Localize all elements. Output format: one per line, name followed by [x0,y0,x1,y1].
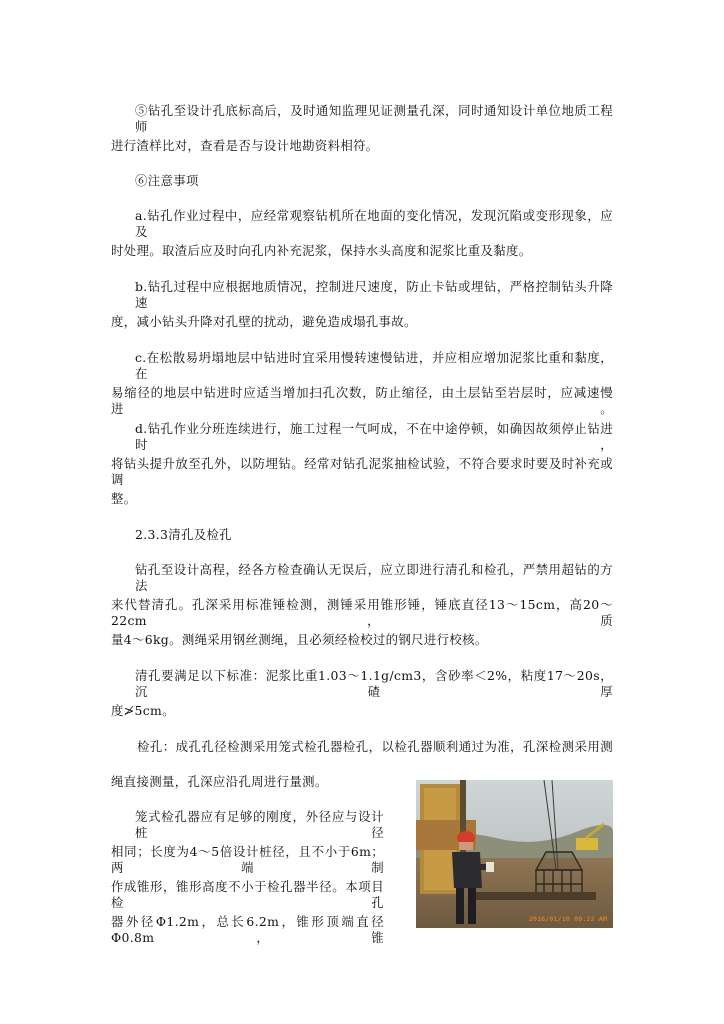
paragraph-line: 绳直接测量，孔深应沿孔周进行量测。 [111,774,328,789]
paragraph-line: 易缩径的地层中钻进时应适当增加扫孔次数，防止缩径，由土层钻至岩层时，应减速慢进。 [111,385,613,416]
paragraph-line: 量4～6kg。测绳采用钢丝测绳，且必须经检校过的钢尺进行校核。 [111,632,488,647]
paragraph-line: d.钻孔作业分班连续进行，施工过程一气呵成，不在中途停顿，如确因故须停止钻进时， [135,421,613,452]
paragraph-line: 钻孔至设计高程，经各方检查确认无误后，应立即进行清孔和检孔，严禁用超钻的方法 [135,562,613,593]
paragraph-line: b.钻孔过程中应根据地质情况，控制进尺速度，防止卡钻或埋钻，严格控制钻头升降速 [135,279,613,310]
photo-timestamp: 2016/01/10 09:22 AM [528,915,607,923]
paragraph-line: 器外径Φ1.2m，总长6.2m，锥形顶端直径Φ0.8m，锥 [111,914,384,945]
paragraph-line: 进行渣样比对，查看是否与设计地勘资料相符。 [111,138,379,153]
paragraph-line: 度，减小钻头升降对孔壁的扰动，避免造成塌孔事故。 [111,314,417,329]
paragraph-line: 时处理。取渣后应及时向孔内补充泥浆，保持水头高度和泥浆比重及黏度。 [111,243,532,258]
paragraph-line: 清孔要满足以下标准：泥浆比重1.03～1.1g/cm3，含砂率＜2%，粘度17～20s，沉碴厚 [135,668,613,699]
paragraph-line: 将钻头提升放至孔外，以防埋钻。经常对钻孔泥浆抽检试验，不符合要求时要及时补充或调 [111,456,613,487]
paragraph-line: 检孔：成孔孔径检测采用笼式检孔器检孔，以检孔器顺利通过为准，孔深检测采用测 [137,739,613,754]
paragraph-line: c.在松散易坍塌地层中钻进时宜采用慢转速慢钻进，并应相应增加泥浆比重和黏度，在 [135,350,613,381]
paragraph-line: 来代替清孔。孔深采用标准锤检测，测锤采用锥形锤，锤底直径13～15cm，高20～22cm，质 [111,597,613,628]
section-heading: ⑥注意事项 [135,173,199,188]
section-heading: 2.3.3清孔及检孔 [135,527,232,542]
paragraph-line: ⑤钻孔至设计孔底标高后，及时通知监理见证测量孔深，同时通知设计单位地质工程师 [135,103,613,134]
paragraph-line: 整。 [111,491,137,506]
paragraph-line: 相同；长度为4～5倍设计桩径，且不小于6m；两端制 [111,844,384,875]
site-photo-drawing [416,780,613,928]
paragraph-line: 作成锥形，锥形高度不小于检孔器半径。本项目检孔 [111,879,384,910]
paragraph-line: a.钻孔作业过程中，应经常观察钻机所在地面的变化情况，发现沉陷或变形现象，应及 [135,208,613,239]
paragraph-line: 度≯5cm。 [111,703,175,718]
site-photo [416,780,613,928]
paragraph-line: 笼式检孔器应有足够的刚度，外径应与设计桩径 [135,809,384,840]
